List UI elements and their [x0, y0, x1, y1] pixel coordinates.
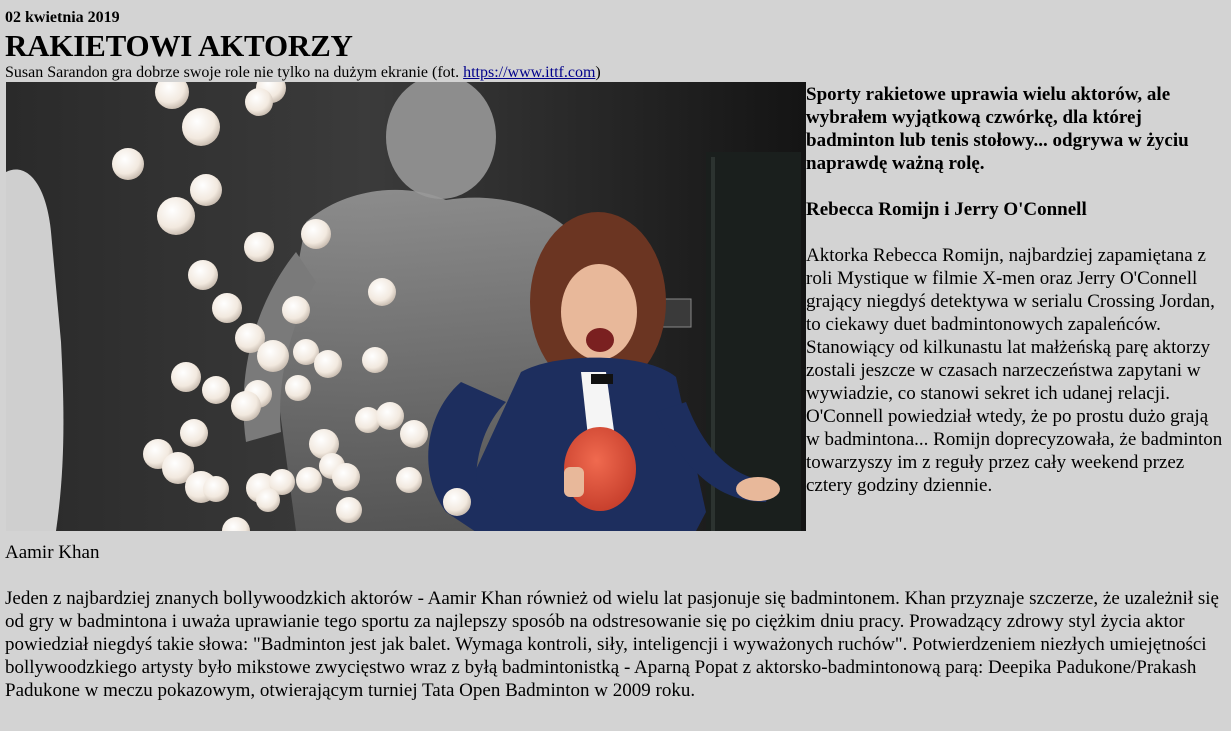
- section-heading-aamir-khan: Aamir Khan: [5, 542, 100, 563]
- article-title: RAKIETOWI AKTORZY: [5, 28, 353, 63]
- article-date: 02 kwietnia 2019: [5, 9, 120, 26]
- article-bottom-section: [5, 541, 1227, 702]
- caption-close: ): [595, 64, 601, 81]
- photo-illustration: [6, 82, 806, 531]
- section-text-aamir-khan: Jeden z najbardziej znanych bollywoodzkich aktorów - Aamir Khan również od wielu lat pasjonuje się badmintonem. Khan przyznaje szczerze, że uzależnił się od gry w badmintona i uważa uprawianie tego sportu za najlepszy sposób na odstresowanie się po ciężkim dniu pracy. Prowadzący zdrowy styl życia aktor powiedział niegdyś takie słowa: "Badminton jest jak balet. Wymaga kontroli, siły, inteligencji i wyważonych ruchów". Potwierdzeniem niezłych umiejętności bollywoodzkiego artysty było mikstowe zwycięstwo wraz z byłą badmintonistką - Aparną Popat z aktorsko-badmintonową parą: Deepika Padukone/Prakash Padukone w meczu pokazowym, otwierającym turniej Tata Open Badminton w 2009 roku.: [5, 588, 1219, 701]
- section-heading-romijn-oconnell: Rebecca Romijn i Jerry O'Connell: [806, 199, 1087, 220]
- article-sidebar-column: [806, 83, 1226, 497]
- caption-source-link[interactable]: https://www.ittf.com: [463, 64, 596, 81]
- photo-caption: [5, 63, 601, 83]
- article-lead: Sporty rakietowe uprawia wielu aktorów, ale wybrałem wyjątkową czwórkę, dla której badminton lub tenis stołowy... odgrywa w życiu naprawdę ważną rolę.: [806, 84, 1189, 174]
- article-photo: [6, 82, 806, 531]
- section-text-romijn-oconnell: Aktorka Rebecca Romijn, najbardziej zapamiętana z roli Mystique w filmie X-men oraz Jerry O'Connell grający niegdyś detektywa w serialu Crossing Jordan, to ciekawy duet badmintonowych zapaleńców. Stanowiący od kilkunastu lat małżeńską parę aktorzy zostali jeszcze w czasach narzeczeństwa zapytani w wywiadzie, co stanowi sekret ich udanej relacji. O'Connell powiedział wtedy, że po prostu dużo grają w badmintona... Romijn doprecyzowała, że badminton towarzyszy im z reguły przez cały weekend przez cztery godziny dziennie.: [806, 245, 1223, 496]
- caption-text: Susan Sarandon gra dobrze swoje role nie tylko na dużym ekranie (fot.: [5, 64, 464, 81]
